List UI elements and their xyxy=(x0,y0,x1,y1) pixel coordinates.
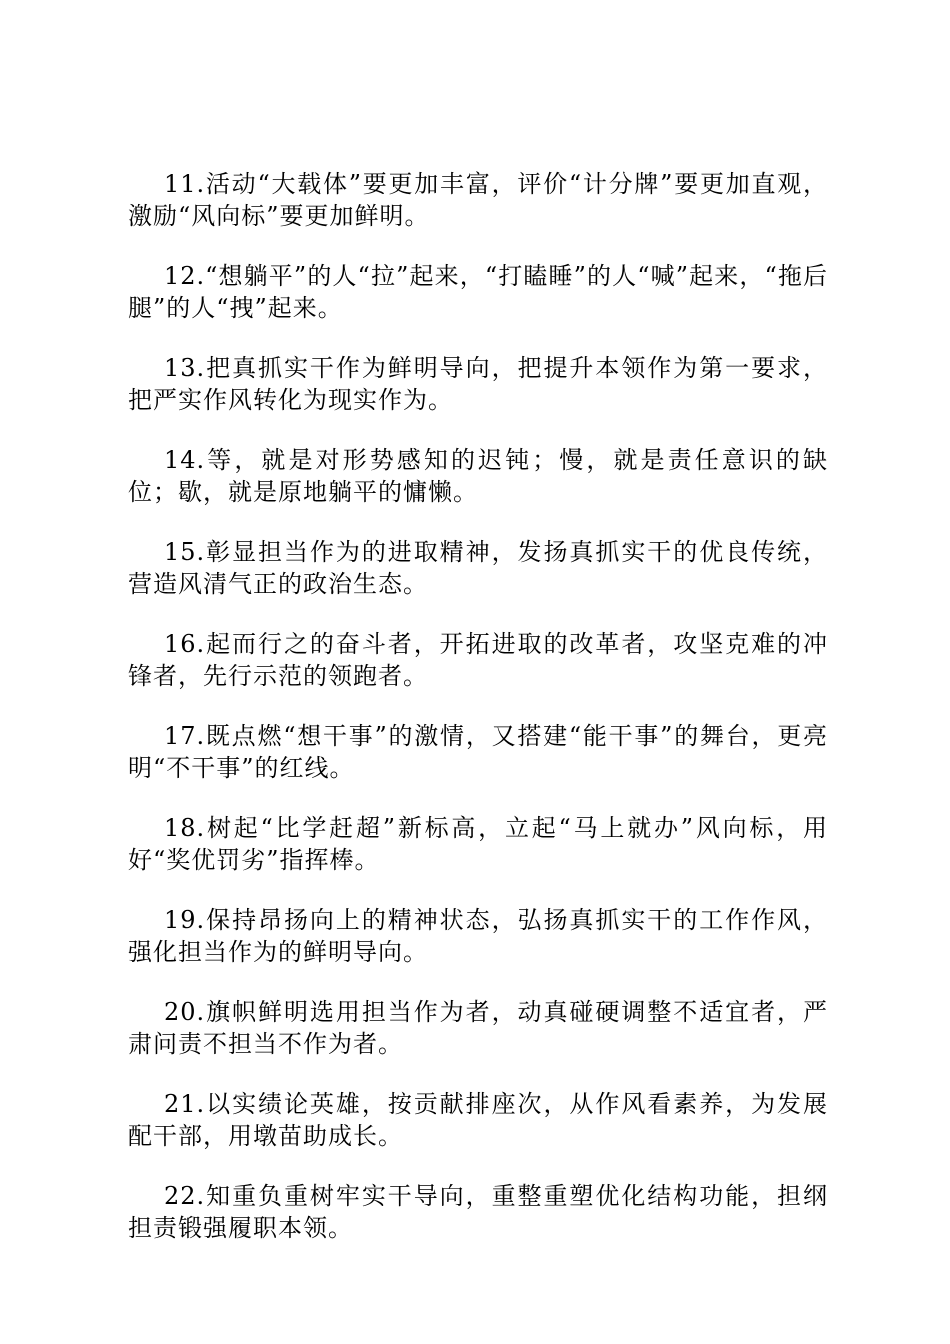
paragraph-14: 14.等，就是对形势感知的迟钝；慢，就是责任意识的缺位；歇，就是原地躺平的慵懒。 xyxy=(128,446,828,506)
paragraph-22: 22.知重负重树牢实干导向，重整重塑优化结构功能，担纲担责锻强履职本领。 xyxy=(128,1182,828,1242)
paragraph-19: 19.保持昂扬向上的精神状态，弘扬真抓实干的工作作风，强化担当作为的鲜明导向。 xyxy=(128,906,828,966)
paragraph-21: 21.以实绩论英雄，按贡献排座次，从作风看素养，为发展配干部，用墩苗助成长。 xyxy=(128,1090,828,1150)
paragraph-12: 12.“想躺平”的人“拉”起来，“打瞌睡”的人“喊”起来，“拖后腿”的人“拽”起来。 xyxy=(128,262,828,322)
paragraph-13: 13.把真抓实干作为鲜明导向，把提升本领作为第一要求，把严实作风转化为现实作为。 xyxy=(128,354,828,414)
paragraph-16: 16.起而行之的奋斗者，开拓进取的改革者，攻坚克难的冲锋者，先行示范的领跑者。 xyxy=(128,630,828,690)
paragraph-11: 11.活动“大载体”要更加丰富，评价“计分牌”要更加直观，激励“风向标”要更加鲜明。 xyxy=(128,170,828,230)
paragraph-17: 17.既点燃“想干事”的激情，又搭建“能干事”的舞台，更亮明“不干事”的红线。 xyxy=(128,722,828,782)
paragraph-20: 20.旗帜鲜明选用担当作为者，动真碰硬调整不适宜者，严肃问责不担当不作为者。 xyxy=(128,998,828,1058)
paragraph-18: 18.树起“比学赶超”新标高，立起“马上就办”风向标，用好“奖优罚劣”指挥棒。 xyxy=(128,814,828,874)
paragraph-15: 15.彰显担当作为的进取精神，发扬真抓实干的优良传统，营造风清气正的政治生态。 xyxy=(128,538,828,598)
document-body xyxy=(128,168,828,1272)
